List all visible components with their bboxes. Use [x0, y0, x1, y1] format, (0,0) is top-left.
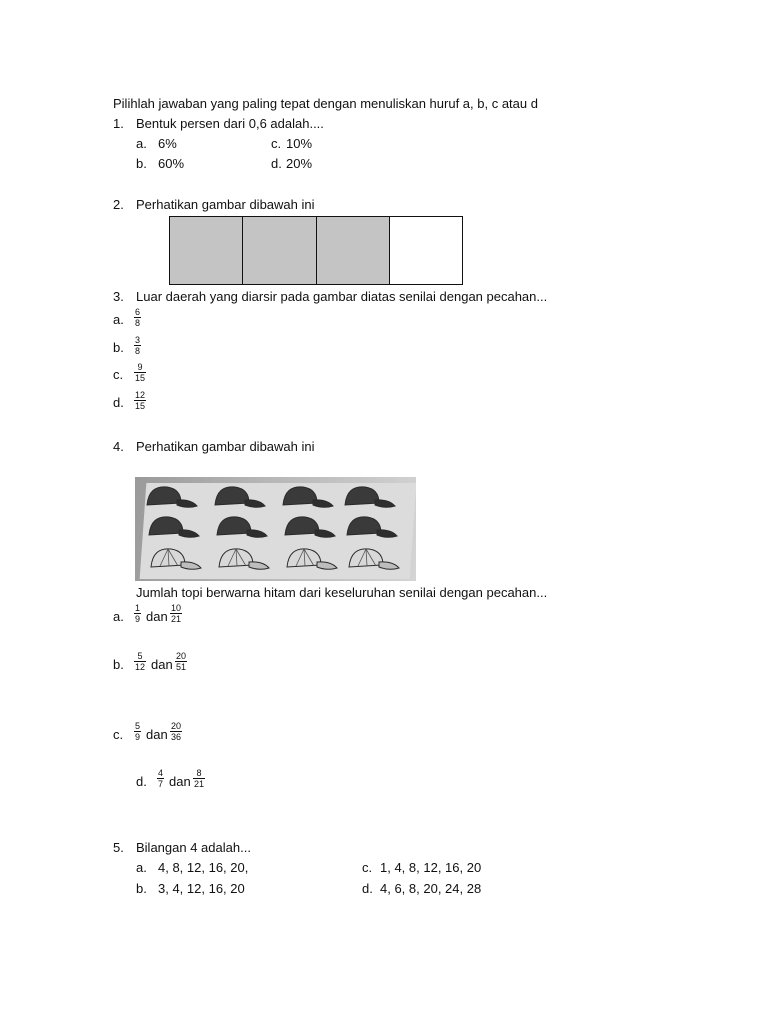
- q5-question: Bilangan 4 adalah...: [136, 840, 251, 855]
- cap-brim: [179, 530, 199, 537]
- q1-option-c-letter[interactable]: c.: [271, 136, 282, 151]
- denominator: 9: [135, 732, 141, 742]
- q1-number: 1.: [113, 116, 124, 131]
- q4-prompt: Jumlah topi berwarna hitam dari keseluruhan senilai dengan pecahan...: [136, 585, 548, 600]
- q4-question: Perhatikan gambar dibawah ini: [136, 439, 315, 454]
- cap-crown: [345, 487, 379, 505]
- numerator: 4: [158, 768, 164, 778]
- denominator: 7: [158, 779, 164, 789]
- q5-number: 5.: [113, 840, 124, 855]
- cap-brim: [315, 530, 335, 537]
- q4-option-c-fraction-2[interactable]: [170, 721, 182, 742]
- q4-number: 4.: [113, 439, 124, 454]
- denominator: 12: [135, 662, 146, 672]
- caps-illustration: [135, 477, 416, 581]
- denominator: 21: [194, 779, 205, 789]
- q1-option-d-letter[interactable]: d.: [271, 156, 282, 171]
- q3-option-d-letter[interactable]: d.: [113, 395, 124, 410]
- q4-option-d-fraction-1[interactable]: [157, 768, 164, 789]
- q3-option-c-letter[interactable]: c.: [113, 367, 124, 382]
- cap-brim: [313, 500, 333, 507]
- cap-crown: [217, 517, 251, 535]
- q5-option-b-letter[interactable]: b.: [136, 881, 147, 896]
- q4-option-c-fraction-1[interactable]: [134, 721, 141, 742]
- cap-brim: [317, 562, 337, 569]
- cap-crown: [347, 517, 381, 535]
- denominator: 51: [176, 662, 187, 672]
- q4-option-a-fraction-2[interactable]: [170, 603, 182, 624]
- q3-option-b-letter[interactable]: b.: [113, 340, 124, 355]
- numerator: 3: [135, 335, 141, 345]
- cap-icon: [283, 487, 333, 507]
- q3-option-b-fraction[interactable]: [134, 335, 141, 356]
- q4-option-b-letter[interactable]: b.: [113, 657, 124, 672]
- cap-brim: [377, 530, 397, 537]
- cap-crown: [283, 487, 317, 505]
- q4-option-a-joiner: dan: [146, 609, 168, 624]
- cap-icon: [147, 487, 197, 507]
- q4-option-d-fraction-2[interactable]: [193, 768, 205, 789]
- q5-option-d-text[interactable]: 4, 6, 8, 20, 24, 28: [380, 881, 482, 896]
- cap-brim: [249, 562, 269, 569]
- numerator: 8: [196, 768, 202, 778]
- cap-brim: [375, 500, 395, 507]
- q4-option-b-joiner: dan: [151, 657, 173, 672]
- q5-option-c-text[interactable]: 1, 4, 8, 12, 16, 20: [380, 860, 482, 875]
- denominator: 8: [135, 346, 141, 356]
- numerator: 5: [137, 651, 143, 661]
- fraction-grid: [169, 216, 463, 285]
- cap-brim: [177, 500, 197, 507]
- cap-icon: [215, 487, 265, 507]
- q1-option-a-letter[interactable]: a.: [136, 136, 147, 151]
- q2-number: 2.: [113, 197, 124, 212]
- q3-number: 3.: [113, 289, 124, 304]
- q4-option-d-joiner: dan: [169, 774, 191, 789]
- cap-crown: [285, 517, 319, 535]
- q1-question: Bentuk persen dari 0,6 adalah....: [136, 116, 324, 131]
- grid-cell-4: [390, 217, 462, 284]
- q4-option-a-letter[interactable]: a.: [113, 609, 124, 624]
- q1-option-c-text[interactable]: 10%: [286, 136, 313, 151]
- q1-option-d-text[interactable]: 20%: [286, 156, 313, 171]
- denominator: 36: [171, 732, 182, 742]
- cap-icon: [287, 549, 337, 569]
- cap-crown: [215, 487, 249, 505]
- cap-brim: [247, 530, 267, 537]
- numerator: 20: [171, 721, 182, 731]
- cap-crown: [147, 487, 181, 505]
- cap-brim: [181, 562, 201, 569]
- instruction: Pilihlah jawaban yang paling tepat dengan menuliskan huruf a, b, c atau d: [113, 96, 538, 111]
- denominator: 15: [135, 373, 146, 383]
- q3-question: Luar daerah yang diarsir pada gambar diatas senilai dengan pecahan...: [136, 289, 548, 304]
- cap-icon: [347, 517, 397, 537]
- q5-option-a-letter[interactable]: a.: [136, 860, 147, 875]
- grid-cell-2: [243, 217, 316, 284]
- numerator: 10: [171, 603, 182, 613]
- numerator: 20: [176, 651, 187, 661]
- cap-brim: [379, 562, 399, 569]
- cap-icon: [345, 487, 395, 507]
- q4-option-a-fraction-1[interactable]: [134, 603, 141, 624]
- cap-icon: [151, 549, 201, 569]
- cap-icon: [219, 549, 269, 569]
- q5-option-a-text[interactable]: 4, 8, 12, 16, 20,: [158, 860, 249, 875]
- q2-question: Perhatikan gambar dibawah ini: [136, 197, 315, 212]
- grid-cell-1: [170, 217, 243, 284]
- numerator: 9: [137, 362, 143, 372]
- q5-option-b-text[interactable]: 3, 4, 12, 16, 20: [158, 881, 245, 896]
- cap-icon: [149, 517, 199, 537]
- cap-icon: [217, 517, 267, 537]
- grid-cell-3: [317, 217, 390, 284]
- cap-crown: [149, 517, 183, 535]
- numerator: 1: [135, 603, 141, 613]
- q1-option-b-letter[interactable]: b.: [136, 156, 147, 171]
- q4-option-c-joiner: dan: [146, 727, 168, 742]
- q5-option-d-letter[interactable]: d.: [362, 881, 373, 896]
- cap-brim: [245, 500, 265, 507]
- numerator: 12: [135, 390, 146, 400]
- cap-icon: [285, 517, 335, 537]
- denominator: 15: [135, 401, 146, 411]
- numerator: 5: [135, 721, 141, 731]
- q4-option-d-letter[interactable]: d.: [136, 774, 147, 789]
- q4-option-c-letter[interactable]: c.: [113, 727, 124, 742]
- q4-option-b-fraction-1[interactable]: [134, 651, 146, 672]
- caps-photo: [135, 477, 416, 581]
- q4-option-b-fraction-2[interactable]: [175, 651, 187, 672]
- q3-option-a-letter[interactable]: a.: [113, 312, 124, 327]
- q1-option-b-text[interactable]: 60%: [158, 156, 185, 171]
- q3-option-c-fraction[interactable]: [134, 362, 146, 383]
- denominator: 21: [171, 614, 182, 624]
- q3-option-d-fraction[interactable]: [134, 390, 146, 411]
- q3-option-a-fraction[interactable]: [134, 307, 141, 328]
- cap-icon: [349, 549, 399, 569]
- q5-option-c-letter[interactable]: c.: [362, 860, 373, 875]
- q1-option-a-text[interactable]: 6%: [158, 136, 177, 151]
- numerator: 6: [135, 307, 141, 317]
- denominator: 9: [135, 614, 141, 624]
- denominator: 8: [135, 318, 141, 328]
